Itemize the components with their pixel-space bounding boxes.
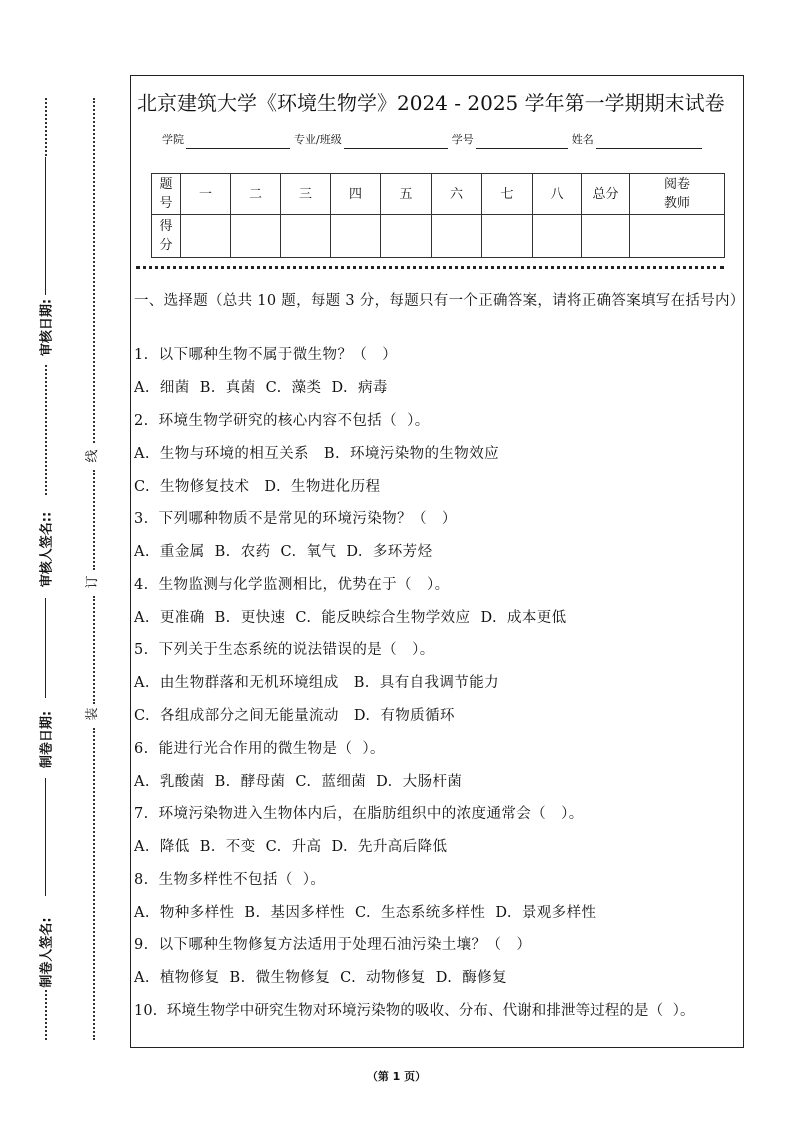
college-field[interactable]	[186, 134, 290, 149]
column-header-reviewer	[630, 174, 725, 215]
binding-line-char: 线	[85, 449, 100, 463]
question-9-options: A. 植物修复 B. 微生物修复 C. 动物修复 D. 酶修复	[134, 970, 507, 986]
score-cell[interactable]	[381, 215, 432, 258]
question-1: 1. 以下哪种生物不属于微生物？（ ）	[134, 347, 398, 363]
question-10: 10. 环境生物学中研究生物对环境污染物的吸收、分布、代谢和排泄等过程的是（ ）。	[134, 1003, 695, 1019]
header-char-2: 号	[159, 196, 173, 212]
column-header: 五	[381, 174, 432, 215]
score-row-header-score	[152, 215, 181, 258]
question-9: 9. 以下哪种生物修复方法适用于处理石油污染土壤？（ ）	[134, 937, 532, 953]
question-8-options: A. 物种多样性 B. 基因多样性 C. 生态系统多样性 D. 景观多样性	[134, 905, 597, 921]
sidebar-dotted-line-2	[45, 365, 47, 495]
major-class-field[interactable]	[344, 134, 448, 149]
name-label: 姓名	[571, 133, 594, 146]
question-4: 4. 生物监测与化学监测相比，优势在于（ ）。	[134, 577, 450, 593]
score-cell[interactable]	[281, 215, 331, 258]
score-cell[interactable]	[331, 215, 381, 258]
column-header: 六	[432, 174, 482, 215]
question-1-options: A. 细菌 B. 真菌 C. 藻类 D. 病毒	[134, 380, 388, 396]
sidebar-dotted-line-bottom	[45, 990, 47, 1040]
binding-fold-char: 装	[85, 707, 100, 721]
question-7: 7. 环境污染物进入生物体内后，在脂肪组织中的浓度通常会（ ）。	[134, 806, 584, 822]
sidebar-signature-line-1	[45, 157, 46, 295]
reviewer-char-1: 阅卷	[663, 177, 690, 193]
score-row-header-question	[152, 174, 181, 215]
question-3-options: A. 重金属 B. 农药 C. 氧气 D. 多环芳烃	[134, 544, 433, 560]
question-2: 2. 环境生物学研究的核心内容不包括（ ）。	[134, 413, 430, 429]
page-number: （第 1 页）	[366, 1070, 427, 1083]
question-2-options-2: C. 生物修复技术 D. 生物进化历程	[134, 479, 381, 495]
score-cell[interactable]	[533, 215, 582, 258]
section-1-heading: 一、选择题（总共 10 题，每题 3 分，每题只有一个正确答案，请将正确答案填写在括号内）	[134, 293, 745, 309]
sidebar-review-date-label: 审核日期:	[39, 298, 55, 357]
student-id-field[interactable]	[476, 134, 568, 149]
question-4-options: A. 更准确 B. 更快速 C. 能反映综合生物学效应 D. 成本更低	[134, 610, 567, 626]
sidebar-signature-line-3	[45, 778, 46, 896]
question-6-options: A. 乳酸菌 B. 酵母菌 C. 蓝细菌 D. 大肠杆菌	[134, 774, 463, 790]
major-class-label: 专业/班级	[294, 133, 342, 146]
column-header: 四	[331, 174, 381, 215]
binding-staple-char: 订	[85, 575, 100, 589]
column-header: 七	[482, 174, 533, 215]
question-3: 3. 下列哪种物质不是常见的环境污染物？（ ）	[134, 511, 457, 527]
section-divider	[136, 266, 724, 269]
score-cell-reviewer[interactable]	[630, 215, 725, 258]
sidebar-reviewer-sign-label: 审核人签名::	[39, 511, 55, 588]
score-cell[interactable]	[482, 215, 533, 258]
binding-dotted-line-4	[93, 728, 95, 1040]
student-id-label: 学号	[451, 133, 474, 146]
question-8: 8. 生物多样性不包括（ ）。	[134, 872, 326, 888]
column-header: 三	[281, 174, 331, 215]
binding-dotted-line-1	[93, 98, 95, 443]
binding-dotted-line-3	[93, 596, 95, 704]
question-5-options-2: C. 各组成部分之间无能量流动 D. 有物质循环	[134, 708, 455, 724]
score-char-1: 得	[159, 219, 173, 235]
score-table	[151, 173, 725, 258]
column-header-total: 总分	[582, 174, 630, 215]
score-cell[interactable]	[432, 215, 482, 258]
name-field[interactable]	[596, 134, 702, 149]
exam-title: 北京建筑大学《环境生物学》2024 - 2025 学年第一学期期末试卷	[137, 91, 725, 115]
reviewer-char-2: 教师	[663, 196, 690, 212]
question-5: 5. 下列关于生态系统的说法错误的是（ ）。	[134, 642, 435, 658]
sidebar-maker-sign-label: 制卷人签名:	[39, 917, 55, 988]
column-header: 二	[231, 174, 281, 215]
question-2-options: A. 生物与环境的相互关系 B. 环境污染物的生物效应	[134, 446, 500, 462]
question-6: 6. 能进行光合作用的微生物是（ ）。	[134, 741, 385, 757]
score-char-2: 分	[159, 238, 173, 254]
sidebar-make-date-label: 制卷日期:	[39, 710, 55, 769]
score-cell-total[interactable]	[582, 215, 630, 258]
score-cell[interactable]	[231, 215, 281, 258]
sidebar-dotted-line-top	[45, 98, 47, 156]
column-header: 一	[181, 174, 231, 215]
header-char-1: 题	[159, 177, 173, 193]
sidebar-signature-line-2	[45, 598, 46, 698]
question-5-options: A. 由生物群落和无机环境组成 B. 具有自我调节能力	[134, 675, 500, 691]
student-info-row	[162, 131, 722, 149]
score-cell[interactable]	[181, 215, 231, 258]
binding-dotted-line-2	[93, 470, 95, 570]
college-label: 学院	[162, 133, 184, 146]
column-header: 八	[533, 174, 582, 215]
question-7-options: A. 降低 B. 不变 C. 升高 D. 先升高后降低	[134, 839, 448, 855]
